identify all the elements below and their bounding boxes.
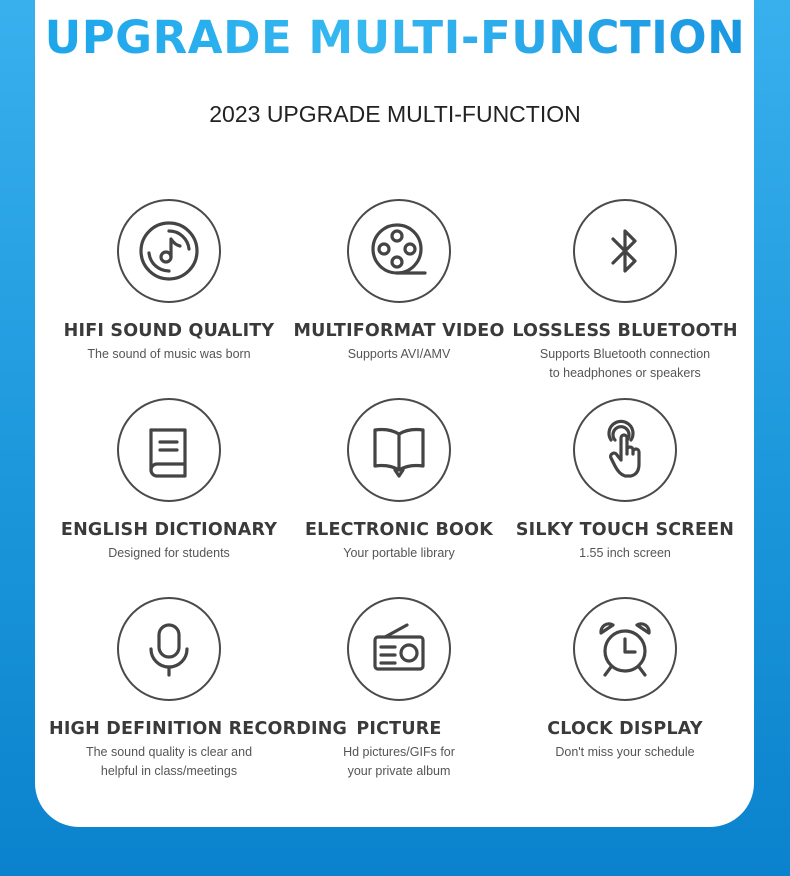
feature-title: MULTIFORMAT VIDEO bbox=[293, 321, 505, 341]
feature-title: HIFI SOUND QUALITY bbox=[63, 321, 275, 341]
feature-hifi-sound bbox=[49, 199, 289, 364]
feature-description: Designed for students bbox=[108, 546, 230, 560]
touch-hand-icon bbox=[573, 398, 677, 502]
feature-title: ENGLISH DICTIONARY bbox=[60, 520, 278, 540]
feature-description: Supports AVI/AMV bbox=[347, 347, 451, 361]
film-reel-icon bbox=[347, 199, 451, 303]
feature-hd-recording bbox=[49, 597, 348, 781]
headline: UPGRADE MULTI-FUNCTION bbox=[0, 8, 790, 68]
radio-icon bbox=[347, 597, 451, 701]
bluetooth-icon bbox=[573, 199, 677, 303]
feature-clock-display bbox=[505, 597, 745, 762]
feature-english-dictionary bbox=[49, 398, 289, 563]
feature-title: SILKY TOUCH SCREEN bbox=[515, 520, 735, 540]
feature-title: HIGH DEFINITION RECORDING bbox=[49, 719, 348, 739]
open-book-icon bbox=[347, 398, 451, 502]
feature-silky-touch-screen bbox=[505, 398, 745, 563]
feature-picture bbox=[279, 597, 519, 781]
feature-description: The sound quality is clear and helpful in class/meetings bbox=[85, 745, 253, 778]
feature-title: ELECTRONIC BOOK bbox=[305, 520, 493, 540]
feature-description: Don't miss your schedule bbox=[555, 745, 695, 759]
feature-description: Supports Bluetooth connection to headphones or speakers bbox=[539, 347, 711, 380]
music-disc-icon bbox=[117, 199, 221, 303]
feature-title: PICTURE bbox=[356, 719, 442, 739]
feature-title: CLOCK DISPLAY bbox=[547, 719, 703, 739]
feature-multiformat-video bbox=[279, 199, 519, 364]
feature-description: The sound of music was born bbox=[87, 347, 251, 361]
feature-description: Hd pictures/GIFs for your private album bbox=[343, 745, 455, 778]
feature-electronic-book bbox=[279, 398, 519, 563]
feature-title: LOSSLESS BLUETOOTH bbox=[512, 321, 738, 341]
feature-description: 1.55 inch screen bbox=[579, 546, 671, 560]
dictionary-book-icon bbox=[117, 398, 221, 502]
alarm-clock-icon bbox=[573, 597, 677, 701]
feature-lossless-bluetooth bbox=[505, 199, 745, 383]
feature-description: Your portable library bbox=[343, 546, 455, 560]
subtitle: 2023 UPGRADE MULTI-FUNCTION bbox=[209, 101, 581, 127]
microphone-icon bbox=[117, 597, 221, 701]
